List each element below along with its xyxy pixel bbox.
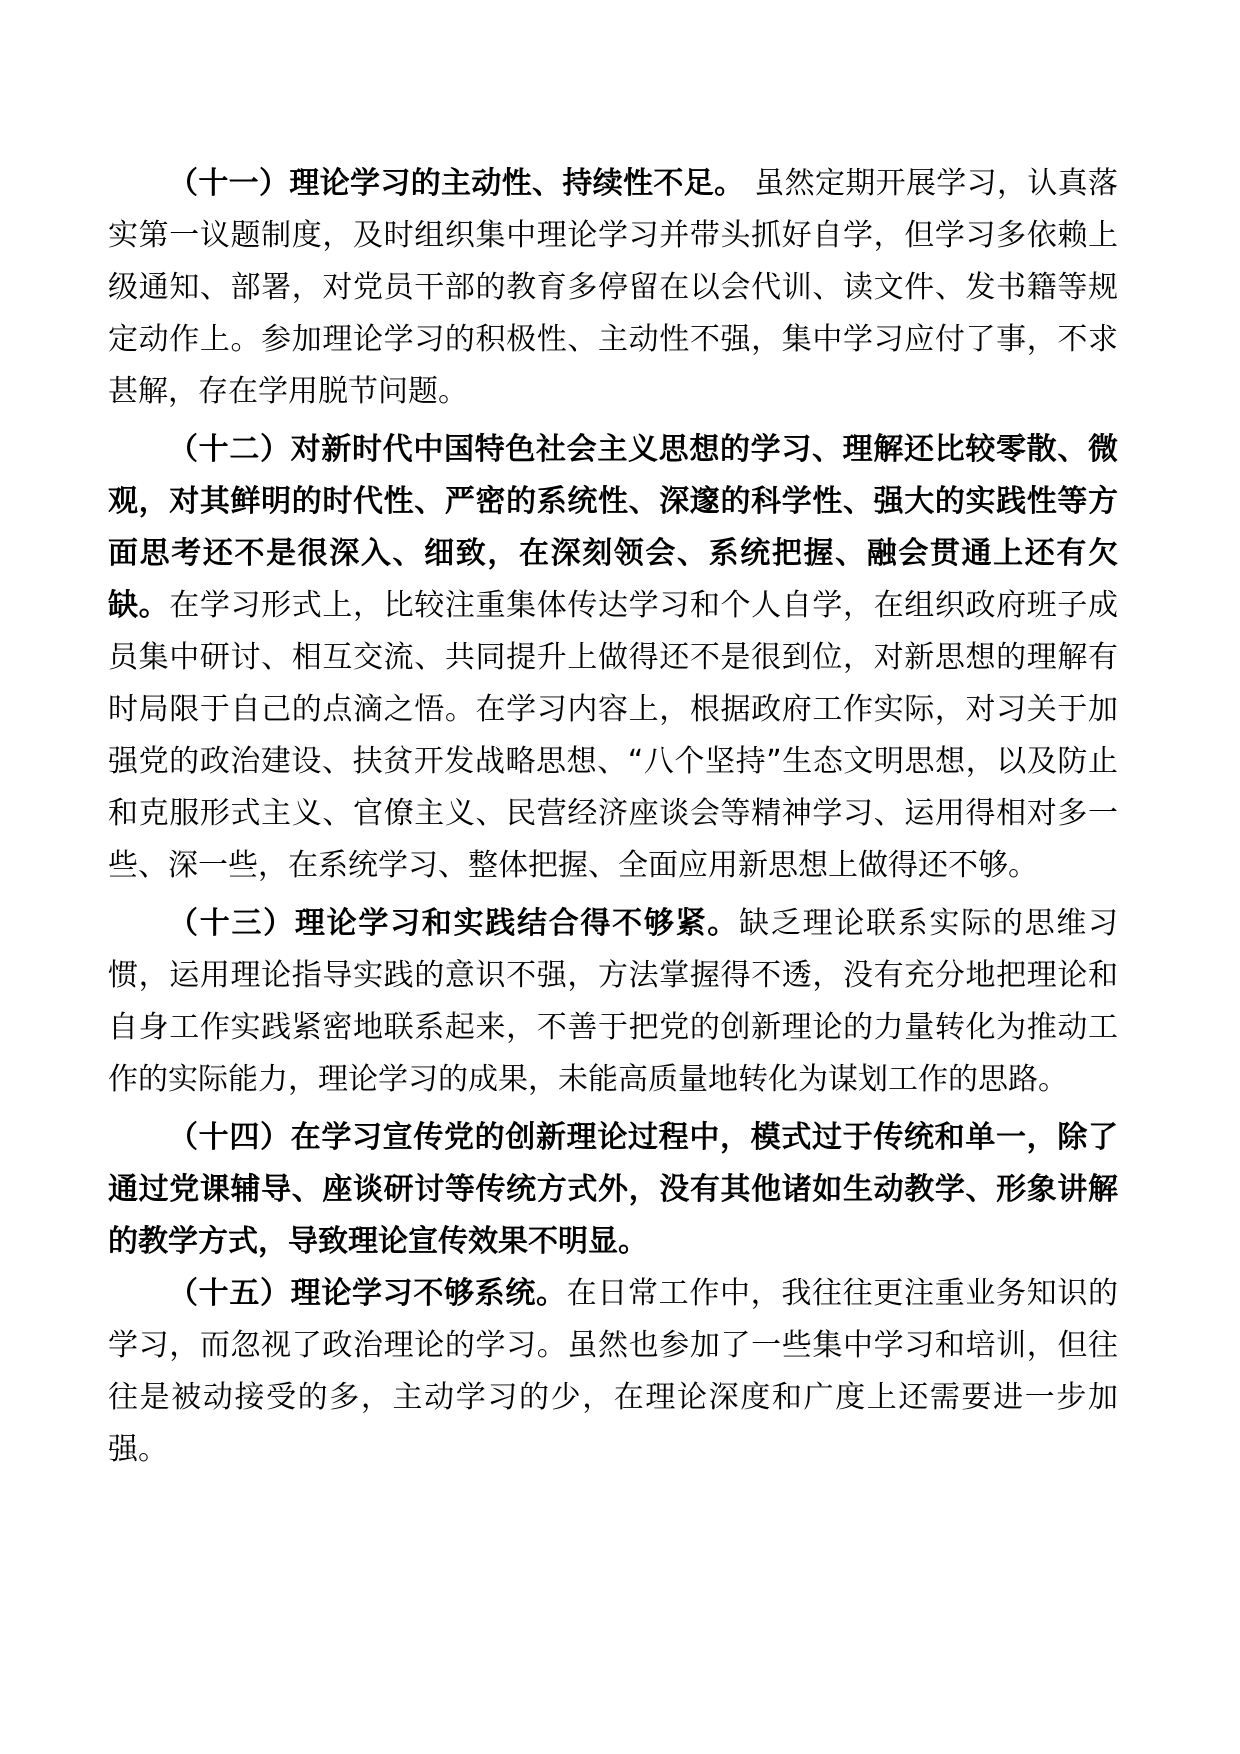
paragraph-body: 在学习形式上，比较注重集体传达学习和个人自学，在组织政府班子成员集中研讨、相互交流、共同提升上做得还不是很到位，对新思想的理解有时局限于自己的点滴之悟。在学习内容上，根据政府工作实际，对习关于加强党的政治建设、扶贫开发战略思想、“八个坚持”生态文明思想，以及防止和克服形式主义、官僚主义、民营经济座谈会等精神学习、运用得相对多一些、深一些，在系统学习、整体把握、全面应用新思想上做得还不够。 [108,588,1118,883]
paragraph-15 [108,1268,1118,1476]
paragraph-11 [108,158,1118,418]
paragraph-body: 缺乏理论联系实际的思维习惯，运用理论指导实践的意识不强，方法掌握得不透，没有充分地把理论和自身工作实践紧密地联系起来，不善于把党的创新理论的力量转化为推动工作的实际能力，理论学习的成果，未能高质量地转化为谋划工作的思路。 [108,906,1119,1097]
paragraph-14 [108,1112,1118,1268]
paragraph-body: 在日常工作中，我往往更注重业务知识的学习，而忽视了政治理论的学习。虽然也参加了一些集中学习和培训，但往往是被动接受的多，主动学习的少，在理论深度和广度上还需要进一步加强。 [108,1276,1119,1467]
paragraph-heading: （十五）理论学习不够系统。 [168,1276,567,1311]
document-page [108,158,1118,1476]
paragraph-12 [108,424,1118,892]
paragraph-13 [108,898,1118,1106]
paragraph-heading: （十四）在学习宣传党的创新理论过程中，模式过于传统和单一，除了通过党课辅导、座谈研讨等传统方式外，没有其他诸如生动教学、形象讲解的教学方式，导致理论宣传效果不明显。 [108,1120,1118,1259]
paragraph-heading: （十二）对新时代中国特色社会主义思想的学习、理解还比较零散、微观，对其鲜明的时代性、严密的系统性、深邃的科学性、强大的实践性等方面思考还不是很深入、细致，在深刻领会、系统把握、融会贯通上还有欠缺。 [108,432,1118,623]
paragraph-heading: （十一）理论学习的主动性、持续性不足。 [168,166,745,201]
paragraph-body: 虽然定期开展学习，认真落实第一议题制度，及时组织集中理论学习并带头抓好自学，但学习多依赖上级通知、部署，对党员干部的教育多停留在以会代训、读文件、发书籍等规定动作上。参加理论学习的积极性、主动性不强，集中学习应付了事，不求甚解，存在学用脱节问题。 [108,166,1118,409]
paragraph-heading: （十三）理论学习和实践结合得不够紧。 [168,906,740,941]
